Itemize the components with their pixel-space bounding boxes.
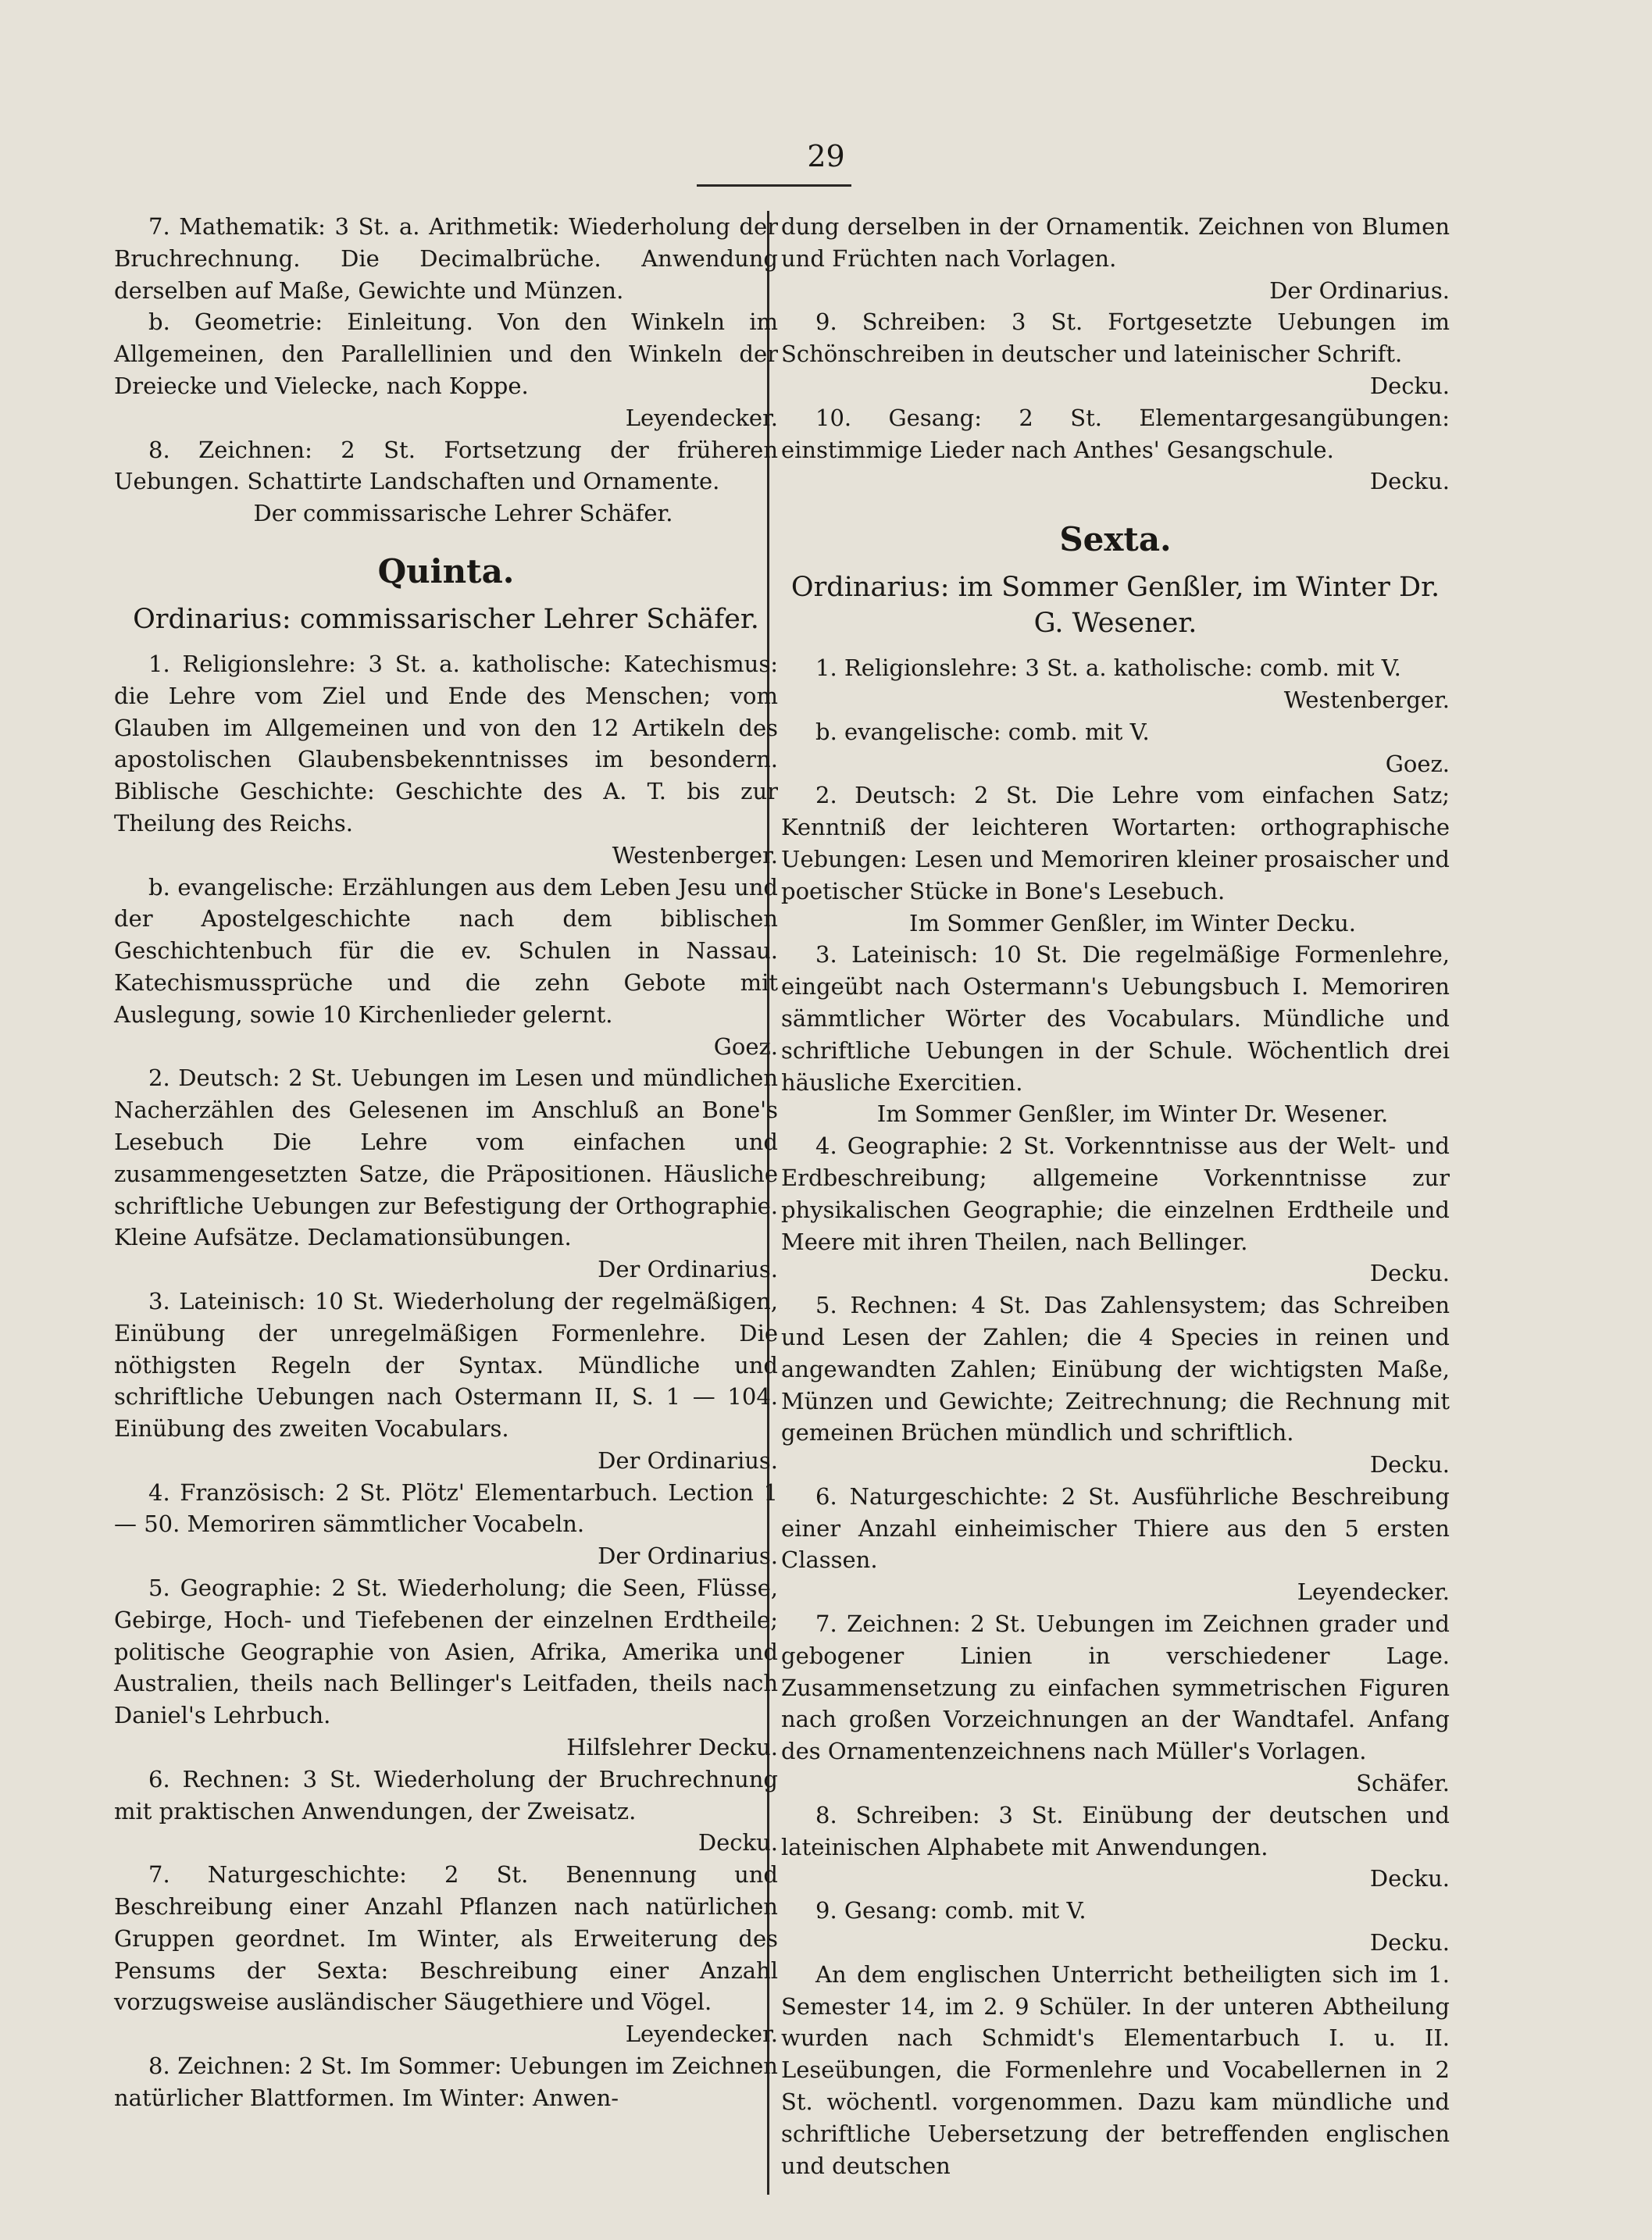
right-column — [781, 211, 1450, 2181]
teacher-signature: Westenberger. — [612, 841, 778, 869]
teacher-signature: Decku. — [1369, 1865, 1450, 1892]
left-column — [114, 211, 778, 2114]
teacher-signature: Decku. — [1369, 1260, 1450, 1287]
teacher-signature: Leyendecker. — [1297, 1578, 1450, 1606]
paragraph: 2. Deutsch: 2 St. Die Lehre vom einfachen Satz; Kenntniß der leichteren Wortarten: orthographische Uebungen: Lesen und Memoriren kleiner prosaischer und poetischer Stücke in Bone's Lesebuch. — [781, 782, 1450, 904]
teacher-signature: Der Ordinarius. — [1269, 276, 1450, 304]
teacher-signature: Westenberger. — [1283, 686, 1450, 713]
teacher-signature: Leyendecker. — [625, 404, 778, 431]
paragraph: 4. Geographie: 2 St. Vorkenntnisse aus der Welt- und Erdbeschreibung; allgemeine Vorkenntnisse zur physikalischen Geographie; die einzelnen Erdtheile und Meere mit ihren Theilen, nach Bellinger. — [781, 1132, 1450, 1255]
paragraph: 9. Schreiben: 3 St. Fortgesetzte Uebungen im Schönschreiben in deutscher und lateinischer Schrift. — [781, 309, 1450, 368]
teacher-signature: Hilfslehrer Decku. — [566, 1734, 778, 1761]
paragraph: 8. Zeichnen: 2 St. Fortsetzung der früheren Uebungen. Schattirte Landschaften und Ornamente. — [114, 436, 778, 495]
paragraph: 5. Rechnen: 4 St. Das Zahlensystem; das Schreiben und Lesen der Zahlen; die 4 Species in reinen und angewandten Zahlen; Einübung der wichtigsten Maße, Münzen und Gewichte; Zeitrechnung; die Rechnung mit gemeinen Brüchen mündlich und schriftlich. — [781, 1292, 1450, 1446]
paragraph: 3. Lateinisch: 10 St. Wiederholung der regelmäßigen, Einübung der unregelmäßigen Formenlehre. Die nöthigsten Regeln der Syntax. Mündliche und schriftliche Uebungen nach Ostermann II, S. 1 — 104. Einübung des zweiten Vocabulars. — [114, 1287, 778, 1443]
teacher-signature: Decku. — [1369, 1929, 1450, 1956]
teacher-signature: Goez. — [713, 1033, 778, 1060]
paragraph: b. Geometrie: Einleitung. Von den Winkeln im Allgemeinen, den Parallellinien und den Winkeln der Dreiecke und Vielecke, nach Koppe. — [114, 309, 778, 399]
paragraph: 10. Gesang: 2 St. Elementargesangübungen: einstimmige Lieder nach Anthes' Gesangschule. — [781, 404, 1450, 463]
paragraph: Im Sommer Genßler, im Winter Decku. — [909, 909, 1356, 936]
teacher-signature: Der commissarische Lehrer Schäfer. — [253, 500, 673, 527]
teacher-signature: Decku. — [1369, 468, 1450, 495]
teacher-signature: Goez. — [1385, 750, 1450, 777]
paragraph: 9. Gesang: comb. mit V. — [815, 1897, 1086, 1924]
paragraph: 4. Französisch: 2 St. Plötz' Elementarbuch. Lection 1 — 50. Memoriren sämmtlicher Vocabeln. — [114, 1478, 778, 1538]
teacher-signature: Leyendecker. — [625, 2021, 778, 2048]
paragraph: 7. Naturgeschichte: 2 St. Benennung und Beschreibung einer Anzahl Pflanzen nach natürlichen Gruppen geordnet. Im Winter, als Erweiterung des Pensums der Sexta: Beschreibung einer Anzahl vorzugsweise ausländischer Säugethiere und Vögel. — [114, 1861, 778, 2016]
paragraph: 7. Mathematik: 3 St. a. Arithmetik: Wiederholung der Bruchrechnung. Die Decimalbrüche. Anwendung derselben auf Maße, Gewichte und Münzen. — [114, 213, 778, 304]
teacher-signature: Der Ordinarius. — [598, 1543, 778, 1570]
paragraph: 5. Geographie: 2 St. Wiederholung; die Seen, Flüsse, Gebirge, Hoch- und Tiefebenen der einzelnen Erdtheile; politische Geographie von Asien, Afrika, Amerika und Australien, theils nach Bellinger's Leitfaden, theils nach Daniel's Lehrbuch. — [114, 1575, 778, 1729]
teacher-signature: Der Ordinarius. — [598, 1256, 778, 1283]
page-number: 29 — [807, 139, 845, 173]
page-number-rule — [697, 184, 851, 187]
teacher-signature: Decku. — [1369, 372, 1450, 399]
teacher-signature: Der Ordinarius. — [598, 1446, 778, 1474]
paragraph: b. evangelische: comb. mit V. — [815, 718, 1150, 745]
paragraph: 1. Religionslehre: 3 St. a. katholische: comb. mit V. — [815, 655, 1401, 682]
paragraph: An dem englischen Unterricht betheiligten sich im 1. Semester 14, im 2. 9 Schüler. In der unteren Abtheilung wurden nach Schmidt's Elementarbuch I. u. II. Leseübungen, die Formenlehre und Vocabellernen in 2 St. wöchentl. vorgenommen. Dazu kam mündliche und schriftliche Uebersetzung der betreffenden englischen und deutschen — [781, 1960, 1450, 2179]
right-top-paragraphs — [781, 211, 1450, 498]
paragraph: 8. Zeichnen: 2 St. Im Sommer: Uebungen im Zeichnen natürlicher Blattformen. Im Winter: Anwen- — [114, 2053, 778, 2111]
sexta-paragraphs — [781, 652, 1450, 2181]
quinta-ordinarius: Ordinarius: commissarischer Lehrer Schäfer. — [133, 603, 759, 635]
paragraph: 7. Zeichnen: 2 St. Uebungen im Zeichnen grader und gebogener Linien in verschiedener Lage. Zusammensetzung zu einfachen symmetrischen Figuren nach großen Vorzeichnungen an der Wandtafel. Anfang des Ornamentenzeichnens nach Müller's Vorlagen. — [781, 1610, 1450, 1765]
left-top-paragraphs — [114, 211, 778, 498]
paragraph: 8. Schreiben: 3 St. Einübung der deutschen und lateinischen Alphabete mit Anwendungen. — [781, 1801, 1450, 1860]
paragraph: Im Sommer Genßler, im Winter Dr. Wesener. — [876, 1100, 1389, 1128]
paragraph: 6. Rechnen: 3 St. Wiederholung der Bruchrechnung mit praktischen Anwendungen, der Zweisatz. — [114, 1765, 778, 1824]
sexta-heading: Sexta. — [1059, 520, 1172, 559]
paragraph: 3. Lateinisch: 10 St. Die regelmäßige Formenlehre, eingeübt nach Ostermann's Uebungsbuch I. Memoriren sämmtlicher Wörter des Vocabulars. Mündliche und schriftliche Uebungen in der Schule. Wöchentlich drei häusliche Exercitien. — [781, 941, 1450, 1096]
paragraph: 2. Deutsch: 2 St. Uebungen im Lesen und mündlichen Nacherzählen des Gelesenen im Anschluß an Bone's Lesebuch Die Lehre vom einfachen und zusammengesetzten Satze, die Präpositionen. Häusliche schriftliche Uebungen zur Befestigung der Orthographie. Kleine Aufsätze. Declamationsübungen. — [114, 1065, 778, 1251]
teacher-signature: Schäfer. — [1356, 1770, 1450, 1797]
sexta-ordinarius: Ordinarius: im Sommer Genßler, im Winter Dr. G. Wesener. — [790, 572, 1440, 640]
quinta-paragraphs — [114, 648, 778, 2114]
paragraph: 6. Naturgeschichte: 2 St. Ausführliche Beschreibung einer Anzahl einheimischer Thiere aus den 5 ersten Classen. — [781, 1482, 1450, 1574]
paragraph: dung derselben in der Ornamentik. Zeichnen von Blumen und Früchten nach Vorlagen. — [781, 213, 1450, 272]
quinta-heading: Quinta. — [377, 551, 515, 590]
paragraph: 1. Religionslehre: 3 St. a. katholische: Katechismus: die Lehre vom Ziel und Ende des Menschen; vom Glauben im Allgemeinen und von den 12 Artikeln des apostolischen Glaubensbekenntnisses im besondern. Biblische Geschichte: Geschichte des A. T. bis zur Theilung des Reichs. — [114, 650, 778, 836]
teacher-signature: Decku. — [698, 1829, 778, 1857]
paragraph: b. evangelische: Erzählungen aus dem Leben Jesu und der Apostelgeschichte nach dem biblischen Geschichtenbuch für die ev. Schulen in Nassau. Katechismussprüche und die zehn Gebote mit Auslegung, sowie 10 Kirchenlieder gelernt. — [114, 873, 778, 1028]
teacher-signature: Decku. — [1369, 1451, 1450, 1478]
